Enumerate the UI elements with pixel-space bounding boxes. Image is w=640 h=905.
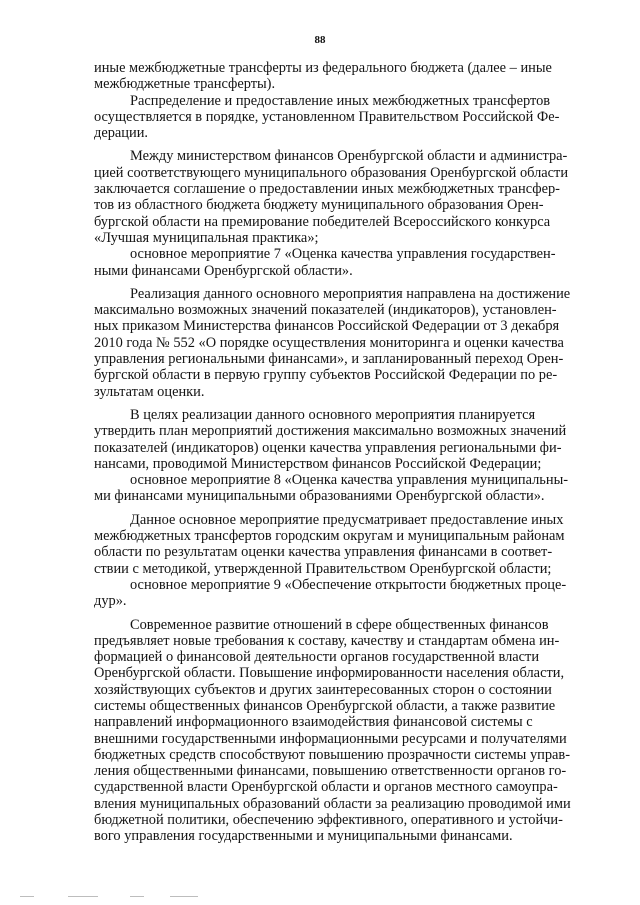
text-line: ления общественными финансами, повышению ответственности органов го-	[94, 763, 567, 780]
text-line: утвердить план мероприятий достижения максимально возможных значений	[94, 423, 567, 440]
text-line: Данное основное мероприятие предусматривает предоставление иных	[130, 511, 564, 528]
text-line: цией соответствующего муниципального образования Оренбургской области	[94, 164, 569, 181]
text-line: вления муниципальных образований области за реализацию проводимой ими	[94, 795, 571, 812]
text-line: формацией о финансовой деятельности органов государственной власти	[94, 649, 540, 666]
text-line: основное мероприятие 7 «Оценка качества управления государствен-	[130, 246, 556, 263]
scan-footer-marks	[0, 892, 640, 902]
text-line: направлений информационного взаимодействия финансовой системы с	[94, 714, 533, 731]
scan-mark	[130, 896, 144, 897]
text-line: межбюджетных трансфертов городским округам и муниципальным районам	[94, 528, 565, 545]
text-line: основное мероприятие 8 «Оценка качества управления муниципальны-	[130, 472, 569, 489]
text-line: бургской области в первую группу субъектов Российской Федерации по ре-	[94, 367, 558, 384]
text-line: показателей (индикаторов) оценки качества управления региональными фи-	[94, 439, 562, 456]
text-line: осуществляется в порядке, установленном Правительством Российской Фе-	[94, 108, 560, 125]
text-line: 2010 года № 552 «О порядке осуществления мониторинга и оценки качества	[94, 334, 564, 351]
text-line: области по результатам оценки качества управления финансами в соответ-	[94, 544, 553, 561]
text-line: Оренбургской области. Повышение информированности населения области,	[94, 665, 565, 682]
text-line: ных приказом Министерства финансов Российской Федерации от 3 декабря	[94, 318, 560, 335]
paragraph	[94, 148, 569, 246]
text-line: заключается соглашение о предоставлении иных межбюджетных трансфер-	[94, 181, 560, 198]
text-line: ными финансами Оренбургской области».	[94, 262, 353, 279]
text-line: Реализация данного основного мероприятия направлена на достижение	[130, 285, 571, 302]
scan-mark	[68, 896, 98, 897]
text-line: нансами, проводимой Министерством финансов Российской Федерации;	[94, 455, 542, 472]
text-line: вого управления государственными и муниципальными финансами.	[94, 828, 513, 845]
text-line: Между министерством финансов Оренбургской области и администра-	[130, 148, 568, 165]
text-line: Современное развитие отношений в сфере общественных финансов	[130, 616, 549, 633]
text-line: сударственной власти Оренбургской области и органов местного самоупра-	[94, 779, 558, 796]
paragraph	[94, 406, 567, 472]
text-line: тов из областного бюджета бюджету муниципального образования Орен-	[94, 197, 544, 214]
text-line: бургской области на премирование победителей Всероссийского конкурса	[94, 213, 551, 230]
text-line: дерации.	[94, 125, 148, 142]
text-line: основное мероприятие 9 «Обеспечение открытости бюджетных проце-	[130, 576, 567, 593]
text-line: межбюджетные трансферты).	[94, 76, 276, 93]
text-line: бюджетной политики, обеспечению эффективного, оперативного и устойчи-	[94, 812, 563, 829]
paragraph	[94, 472, 569, 505]
paragraph	[94, 60, 552, 93]
text-line: В целях реализации данного основного мероприятия планируется	[130, 406, 536, 423]
text-line: зультатам оценки.	[94, 383, 205, 400]
paragraph	[94, 285, 571, 400]
text-line: бюджетных средств способствуют повышению прозрачности системы управ-	[94, 746, 571, 763]
page-number: 88	[314, 34, 326, 46]
paragraph	[94, 616, 571, 845]
paragraph	[94, 576, 567, 610]
paragraph	[94, 246, 556, 279]
text-line: Распределение и предоставление иных межбюджетных трансфертов	[130, 92, 551, 109]
text-line: иные межбюджетные трансферты из федерального бюджета (далее – иные	[94, 60, 552, 76]
paragraph	[94, 92, 560, 142]
text-line: управления региональными финансами», и запланированный переход Орен-	[94, 351, 564, 368]
text-line: внешними государственными информационными ресурсами и получателями	[94, 730, 567, 747]
text-line: ствии с методикой, утвержденной Правительством Оренбургской области;	[94, 560, 552, 577]
scan-mark	[20, 896, 34, 897]
text-line: хозяйствующих субъектов и других заинтересованных сторон о состоянии	[94, 681, 552, 698]
text-line: «Лучшая муниципальная практика»;	[94, 229, 319, 246]
text-line: предъявляет новые требования к составу, качеству и стандартам обмена ин-	[94, 632, 560, 649]
document-body	[94, 60, 571, 845]
text-line: ми финансами муниципальными образованиями Оренбургской области».	[94, 488, 545, 505]
text-line: дур».	[94, 593, 127, 610]
text-line: системы общественных финансов Оренбургской области, а также развитие	[94, 697, 556, 714]
paragraph	[94, 511, 565, 577]
text-line: максимально возможных значений показателей (индикаторов), установлен-	[94, 302, 557, 319]
scan-mark	[170, 896, 198, 897]
